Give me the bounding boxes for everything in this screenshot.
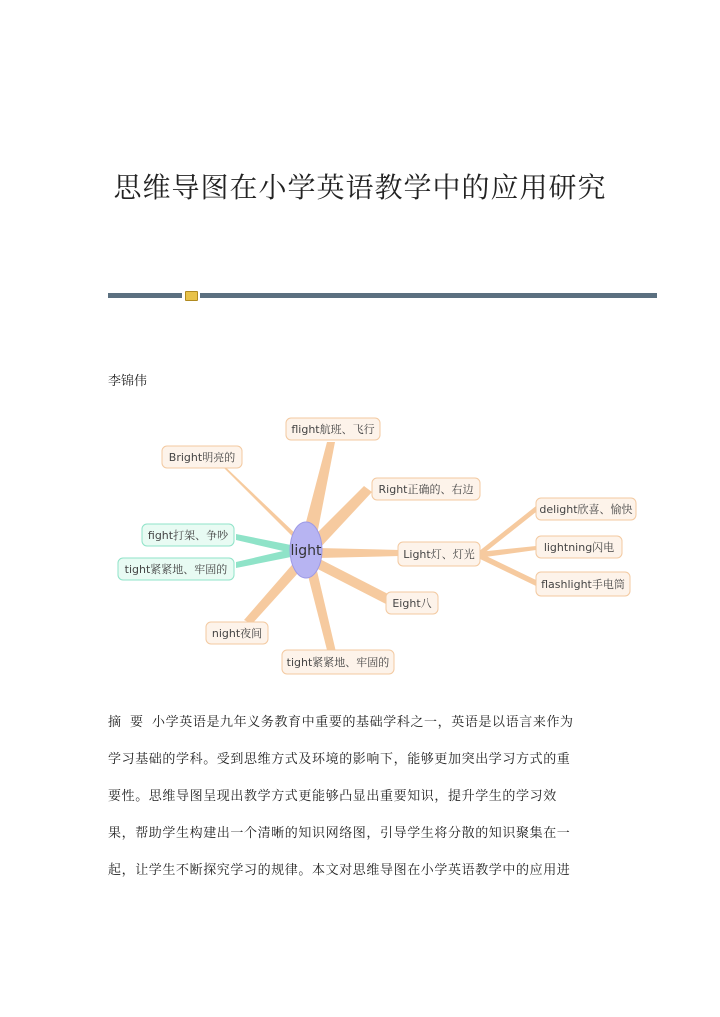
mind-map-node-bright [162, 446, 242, 468]
mind-map-node-tight-bottom [282, 650, 394, 674]
abstract-line: 起，让学生不断探究学习的规律。本文对思维导图在小学英语教学中的应用进 [108, 863, 571, 878]
abstract-line: 学习基础的学科。受到思维方式及环境的影响下，能够更加突出学习方式的重 [108, 752, 571, 767]
svg-text:tight紧紧地、牢固的: tight紧紧地、牢固的 [124, 563, 228, 576]
svg-text:delight欣喜、愉快: delight欣喜、愉快 [539, 503, 633, 516]
svg-text:lightning闪电: lightning闪电 [543, 541, 615, 554]
center-node-label: light [290, 543, 322, 559]
svg-text:Bright明亮的: Bright明亮的 [168, 451, 236, 464]
svg-text:night夜间: night夜间 [211, 627, 263, 640]
document-title: 思维导图在小学英语教学中的应用研究 [113, 171, 607, 204]
title-rule-right [200, 293, 657, 298]
abstract-line: 要性。思维导图呈现出教学方式更能够凸显出重要知识，提升学生的学习效 [108, 789, 557, 804]
mind-map-node-fight [142, 524, 234, 546]
svg-text:Eight八: Eight八 [392, 597, 432, 610]
svg-text:tight紧紧地、牢固的: tight紧紧地、牢固的 [286, 656, 390, 669]
svg-text:Right正确的、右边: Right正确的、右边 [378, 483, 474, 496]
mind-map-node-light [398, 542, 480, 566]
mind-map-center-node [290, 522, 322, 578]
branch-links-green [236, 534, 296, 568]
svg-text:Light灯、灯光: Light灯、灯光 [403, 548, 475, 561]
mind-map-node-delight [536, 498, 636, 520]
title-rule-left [108, 293, 182, 298]
svg-text:fight打架、争吵: fight打架、争吵 [147, 529, 229, 542]
svg-text:flight航班、飞行: flight航班、飞行 [291, 423, 375, 436]
mind-map-node-lightning [536, 536, 622, 558]
svg-text:flashlight手电筒: flashlight手电筒 [541, 578, 625, 591]
mind-map-node-eight [386, 592, 438, 614]
rule-ornament-icon [185, 291, 198, 301]
mind-map-node-flight [286, 418, 380, 440]
mind-map-node-flashlight [536, 572, 630, 596]
mind-map-node-tight-left [118, 558, 234, 580]
abstract-line: 果，帮助学生构建出一个清晰的知识网络图，引导学生将分散的知识聚集在一 [108, 826, 571, 841]
mind-map-figure [0, 400, 720, 690]
abstract-line: 摘 要 小学英语是九年义务教育中重要的基础学科之一，英语是以语言来作为 [108, 715, 574, 730]
mind-map-node-night [206, 622, 268, 644]
author-name: 李锦伟 [108, 374, 148, 389]
mind-map-node-right [372, 478, 480, 500]
abstract-paragraph [108, 708, 608, 893]
